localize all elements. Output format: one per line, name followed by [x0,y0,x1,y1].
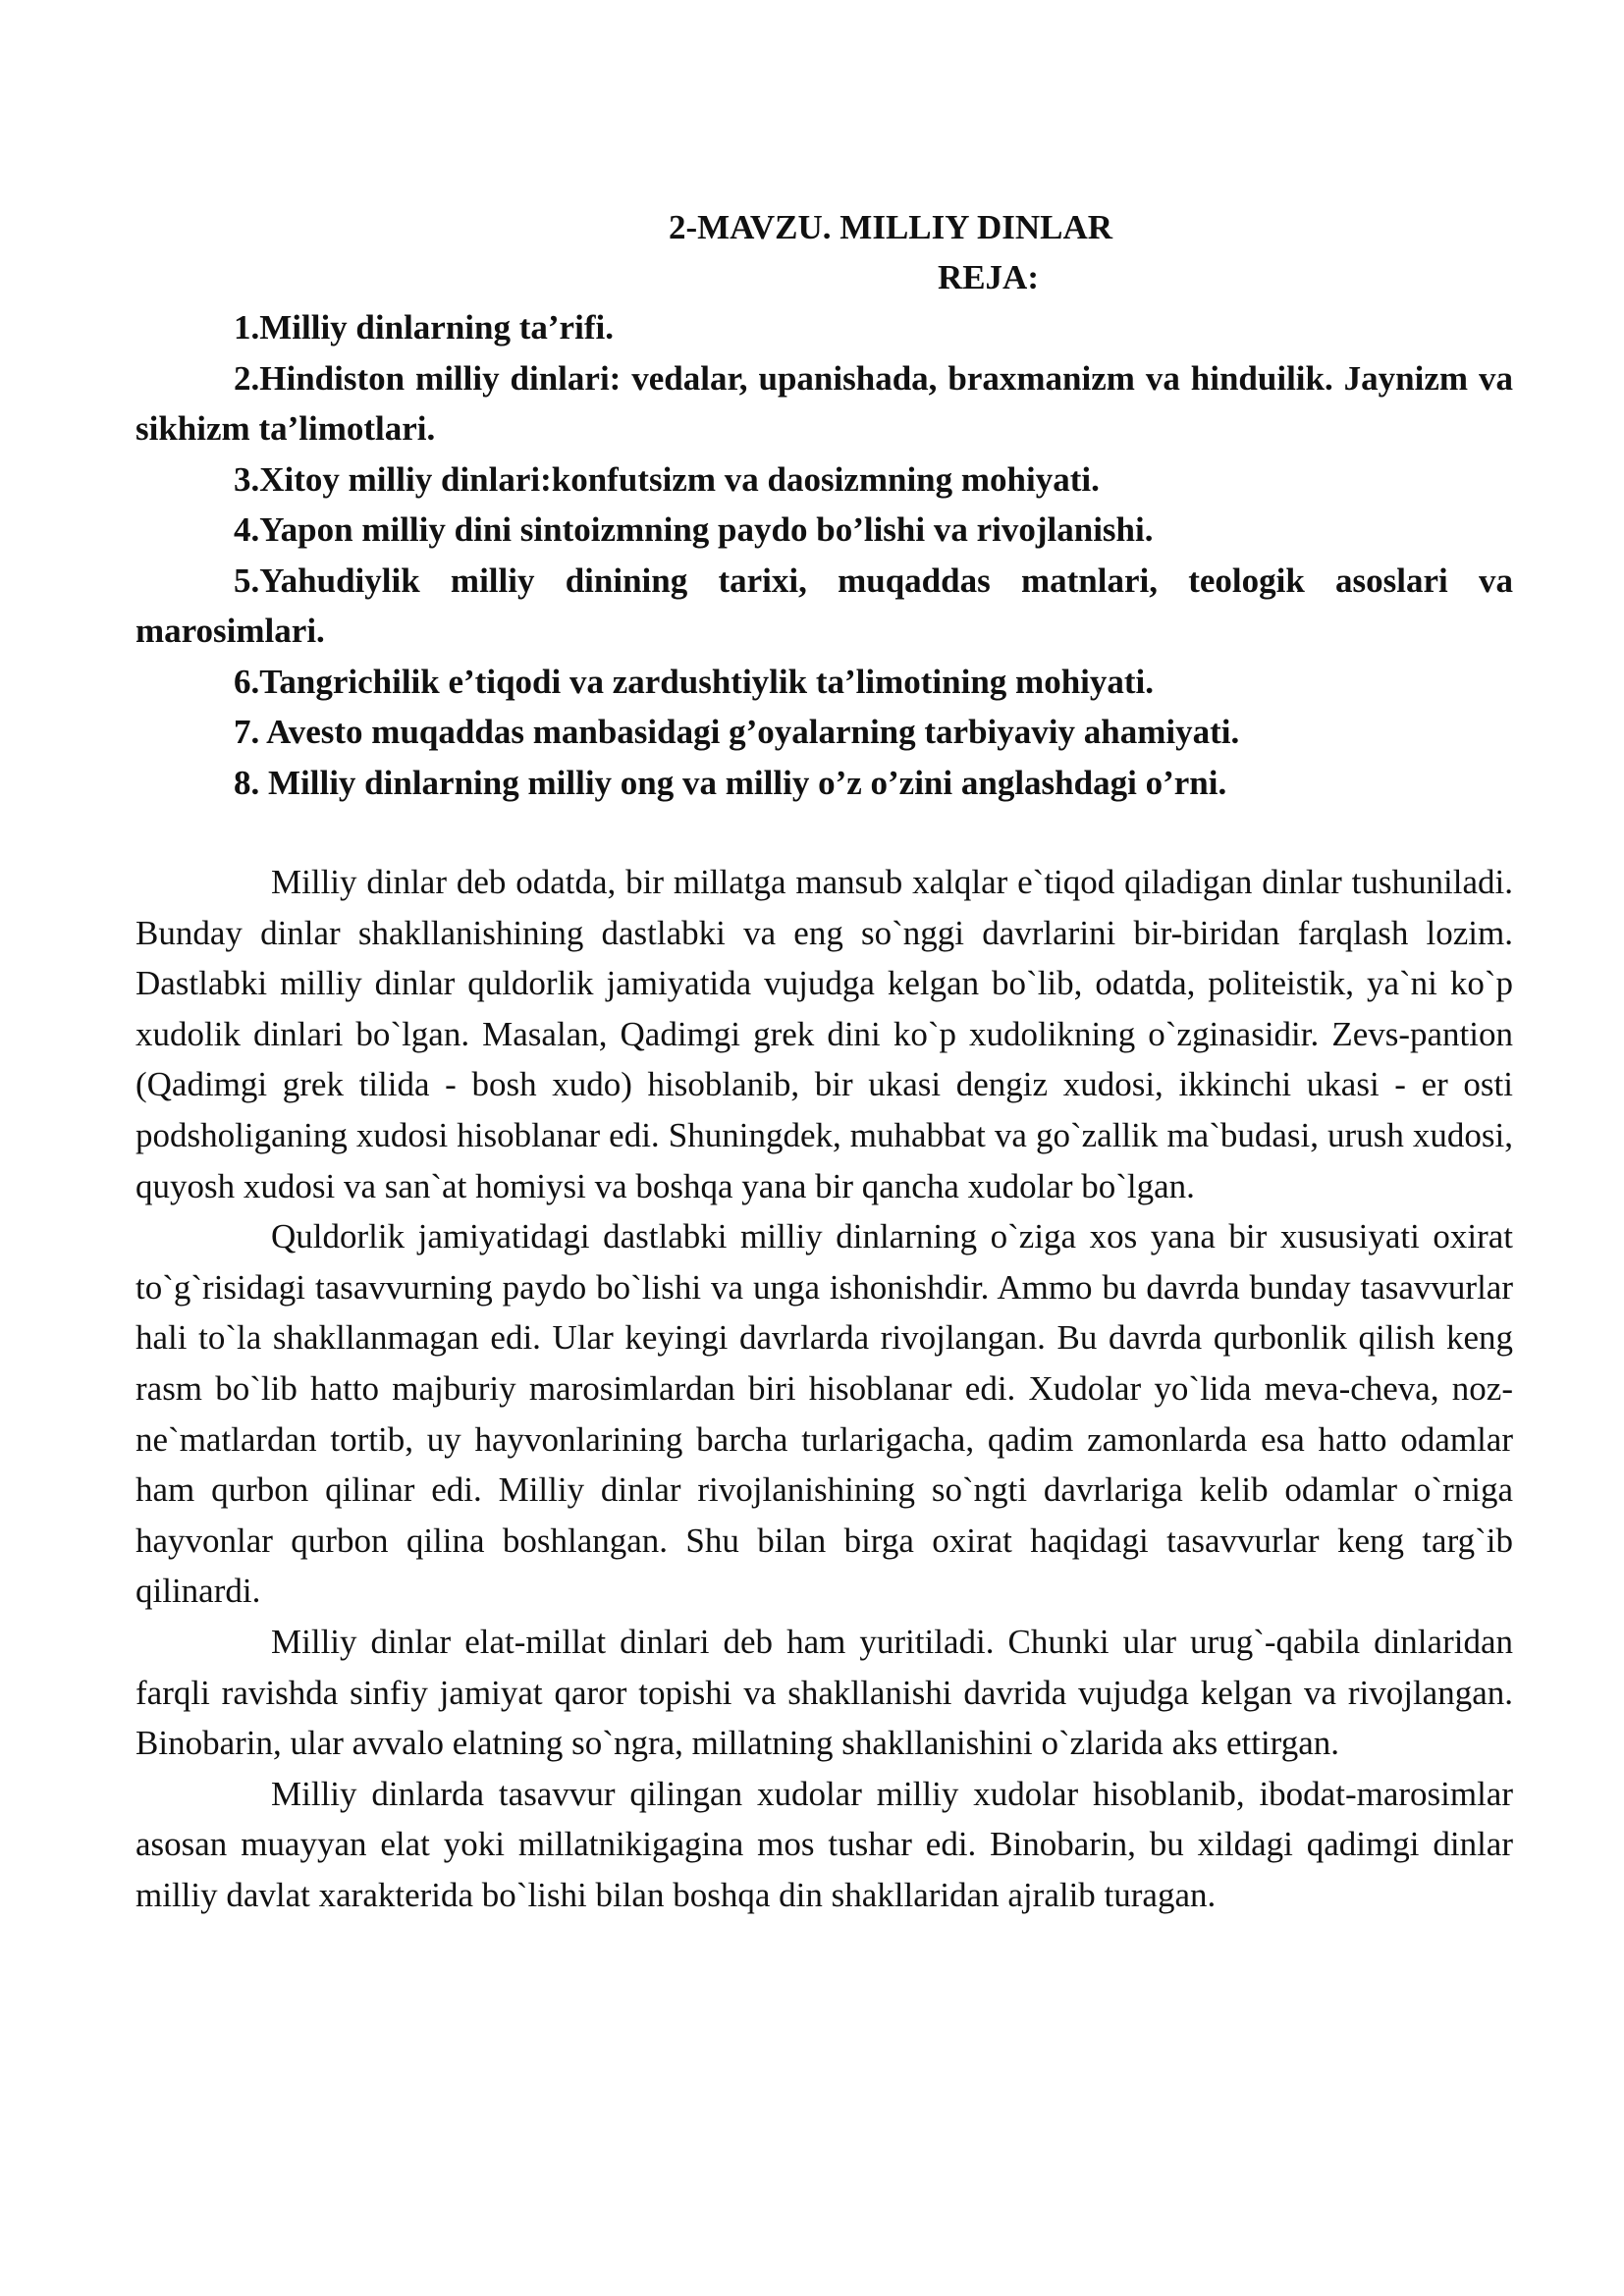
page-title: 2-MAVZU. MILLIY DINLAR [668,208,1113,246]
paragraph: Quldorlik jamiyatidagi dastlabki milliy dinlarning o`ziga xos yana bir xususiyati oxirat to`g`risidagi tasavvurning paydo bo`lishi va unga ishonishdir. Ammo bu davrda bunday tasavvurlar hali to`la shakllanmagan edi. Ular keyingi davrlarda rivojlangan. Bu davrda qurbonlik qilish keng rasm bo`lib hatto majburiy marosimlardan biri hisoblanar edi. Xudolar yo`lida meva-cheva, noz-ne`matlardan tortib, uy hayvonlarining barcha turlarigacha, qadim zamonlarda esa hatto odamlar ham qurbon qilinar edi. Milliy dinlar rivojlanishining so`ngti davrlariga kelib odamlar o`rniga hayvonlar qurbon qilina boshlangan. Shu bilan birga oxirat haqidagi tasavvurlar keng targ`ib qilinardi. [135,1217,1513,1611]
paragraph: Milliy dinlar deb odatda, bir millatga mansub xalqlar e`tiqod qiladigan dinlar tushuniladi. Bunday dinlar shakllanishining dastlabki va eng so`nggi davrlarini bir-biridan farqlash lozim. Dastlabki milliy dinlar quldorlik jamiyatida vujudga kelgan bo`lib, odatda, politeistik, ya`ni ko`p xudolik dinlari bo`lgan. Masalan, Qadimgi grek dini ko`p xudolikning o`zginasidir. Zevs-pantion (Qadimgi grek tilida - bosh xudo) hisoblanib, bir ukasi dengiz xudosi, ikkinchi ukasi - er osti podsholiganing xudosi hisoblanar edi. Shuningdek, muhabbat va go`zallik ma`budasi, urush xudosi, quyosh xudosi va san`at homiysi va boshqa yana bir qancha xudolar bo`lgan. [135,863,1513,1205]
plan-heading: REJA: [937,258,1039,296]
document-content [135,202,1513,1920]
plan-item: 8. Milliy dinlarning milliy ong va milliy o’z o’zini anglashdagi o’rni. [234,763,1227,802]
plan-item: 2.Hindiston milliy dinlari: vedalar, upanishada, braxmanizm va hinduilik. Jaynizm va sikhizm ta’limotlari. [135,358,1513,448]
plan-item: 7. Avesto muqaddas manbasidagi g’oyalarning tarbiyaviy ahamiyati. [234,713,1240,751]
paragraph: Milliy dinlar elat-millat dinlari deb ham yuritiladi. Chunki ular urug`-qabila dinlaridan farqli ravishda sinfiy jamiyat qaror topishi va shakllanishi davrida vujudga kelgan va rivojlangan. Binobarin, ular avvalo elatning so`ngra, millatning shakllanishini o`zlarida aks ettirgan. [135,1622,1513,1763]
body-text [135,857,1513,1920]
plan-item: 6.Tangrichilik e’tiqodi va zardushtiylik ta’limotining mohiyati. [234,662,1155,701]
plan-item: 4.Yapon milliy dini sintoizmning paydo bo’lishi va rivojlanishi. [234,510,1154,549]
plan-list [135,302,1513,808]
plan-item: 3.Xitoy milliy dinlari:konfutsizm va daosizmning mohiyati. [234,459,1100,499]
paragraph: Milliy dinlarda tasavvur qilingan xudolar milliy xudolar hisoblanib, ibodat-marosimlar asosan muayyan elat yoki millatnikigagina mos tushar edi. Binobarin, bu xildagi qadimgi dinlar milliy davlat xarakterida bo`lishi bilan boshqa din shakllaridan ajralib turagan. [135,1774,1513,1914]
plan-item: 5.Yahudiylik milliy dinining tarixi, muqaddas matnlari, teologik asoslari va marosimlari. [135,561,1513,650]
plan-item: 1.Milliy dinlarning ta’rifi. [234,308,614,347]
